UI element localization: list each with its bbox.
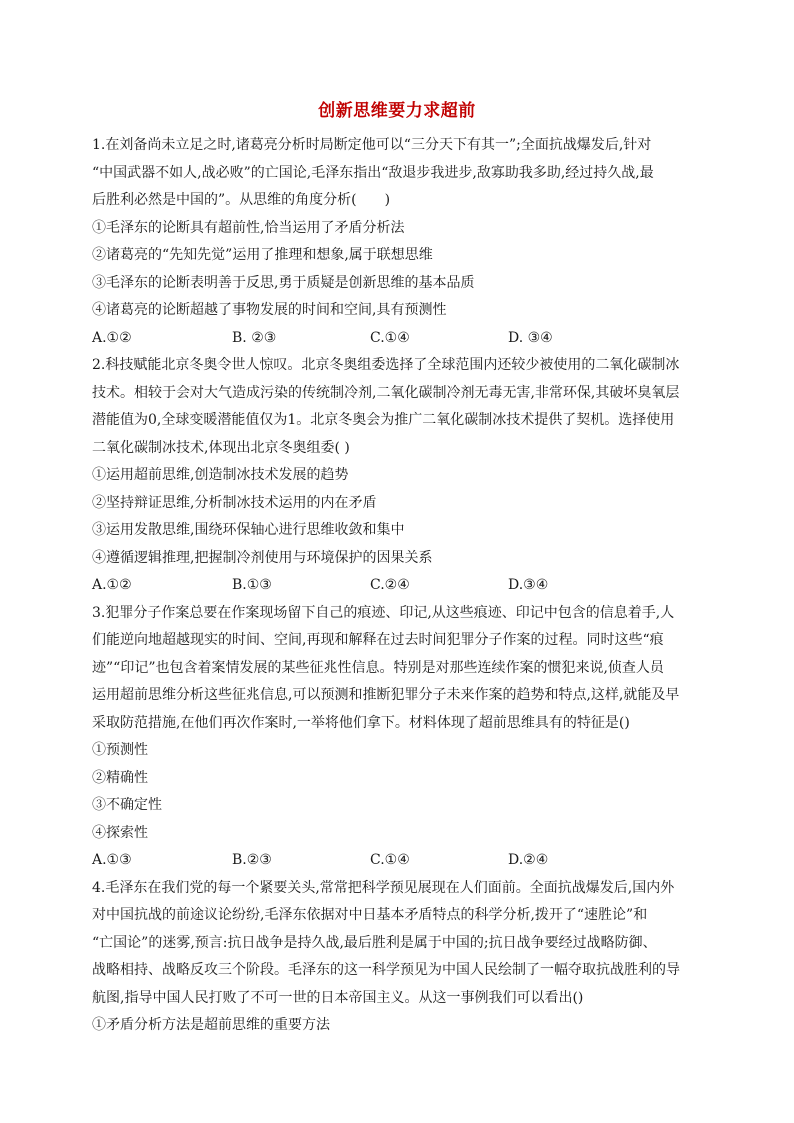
option-c: C.①④ xyxy=(370,329,410,346)
question-1 xyxy=(92,132,698,352)
option-a: A.①③ xyxy=(92,852,132,868)
answer-options xyxy=(92,325,698,353)
statement-item: ③运用发散思维,围绕环保轴心进行思维收敛和集中 xyxy=(92,522,405,538)
question-stem-line: “中国武器不如人,战必败”的亡国论,毛泽东指出“敌退步我进步,敌寡助我多助,经过持久战,最 xyxy=(92,164,654,181)
option-a: A.①② xyxy=(92,577,132,593)
option-b: B.②③ xyxy=(232,852,272,868)
option-d: D.③④ xyxy=(508,577,549,593)
statement-item: ①运用超前思维,创造制冰技术发展的趋势 xyxy=(92,467,349,483)
page-title: 创新思维要力求超前 xyxy=(318,101,476,121)
statement-item: ④探索性 xyxy=(92,824,148,841)
option-c: C.①④ xyxy=(370,852,410,868)
question-list xyxy=(92,132,698,1040)
statement-item: ①毛泽东的论断具有超前性,恰当运用了矛盾分析法 xyxy=(92,219,405,236)
option-a: A.①② xyxy=(92,329,132,346)
question-stem-line: 对中国抗战的前途议论纷纷,毛泽东依据对中日基本矛盾特点的科学分析,拨开了“速胜论”和 xyxy=(92,907,648,923)
option-d: D. ③④ xyxy=(508,329,553,346)
question-stem-line: 后胜利必然是中国的”。从思维的角度分析( ) xyxy=(92,192,391,208)
statement-item: ②诸葛亮的“先知先觉”运用了推理和想象,属于联想思维 xyxy=(92,247,433,263)
question-4 xyxy=(92,875,698,1040)
question-stem-line: 航图,指导中国人民打败了不可一世的日本帝国主义。从这一事例我们可以看出() xyxy=(92,989,584,1006)
statement-item: ①预测性 xyxy=(92,742,148,758)
option-b: B. ②③ xyxy=(232,329,277,346)
question-stem-line: 战略相持、战略反攻三个阶段。毛泽东的这一科学预见为中国人民绘制了一幅夺取抗战胜利的导 xyxy=(92,962,680,978)
option-d: D.②④ xyxy=(508,852,549,868)
question-stem-line: 潜能值为0,全球变暖潜能值仅为1。北京冬奥会为推广二氧化碳制冰技术提供了契机。选择使用 xyxy=(92,412,675,428)
option-c: C.②④ xyxy=(370,577,410,593)
statement-item: ②坚持辩证思维,分析制冰技术运用的内在矛盾 xyxy=(92,494,377,511)
answer-options xyxy=(92,847,698,875)
statement-item: ②精确性 xyxy=(92,769,148,786)
question-stem-line: 二氧化碳制冰技术,体现出北京冬奥组委( ) xyxy=(92,439,350,456)
statement-item: ④遵循逻辑推理,把握制冷剂使用与环境保护的因果关系 xyxy=(92,549,433,566)
question-stem-line: “亡国论”的迷雾,预言:抗日战争是持久战,最后胜利是属于中国的;抗日战争要经过战略防御、 xyxy=(92,934,657,951)
answer-options xyxy=(92,572,698,600)
question-2 xyxy=(92,352,698,600)
statement-item: ①矛盾分析方法是超前思维的重要方法 xyxy=(92,1017,330,1033)
question-stem-line: 技术。相较于会对大气造成污染的传统制冷剂,二氧化碳制冷剂无毒无害,非常环保,其破坏臭氧层 xyxy=(92,384,680,401)
question-stem-line: 们能逆向地超越现实的时间、空间,再现和解释在过去时间犯罪分子作案的过程。同时这些“痕 xyxy=(92,632,664,648)
question-stem-line: 运用超前思维分析这些征兆信息,可以预测和推断犯罪分子未来作案的趋势和特点,这样,就能及早 xyxy=(92,687,680,703)
statement-item: ③毛泽东的论断表明善于反思,勇于质疑是创新思维的基本品质 xyxy=(92,274,475,291)
question-stem-line: 迹”“印记”也包含着案情发展的某些征兆性信息。特别是对那些连续作案的惯犯来说,侦查人员 xyxy=(92,659,664,676)
question-stem-line: 采取防范措施,在他们再次作案时,一举将他们拿下。材料体现了超前思维具有的特征是() xyxy=(92,714,630,731)
statement-item: ③不确定性 xyxy=(92,797,162,813)
statement-item: ④诸葛亮的论断超越了事物发展的时间和空间,具有预测性 xyxy=(92,302,447,318)
question-stem-line: 3.犯罪分子作案总要在作案现场留下自己的痕迹、印记,从这些痕迹、印记中包含的信息着手,人 xyxy=(92,604,675,621)
question-stem-line: 4.毛泽东在我们党的每一个紧要关头,常常把科学预见展现在人们面前。全面抗战爆发后,国内外 xyxy=(92,879,675,896)
question-stem-line: 2.科技赋能北京冬奥令世人惊叹。北京冬奥组委选择了全球范围内还较少被使用的二氧化碳制冰 xyxy=(92,357,680,373)
question-stem-line: 1.在刘备尚未立足之时,诸葛亮分析时局断定他可以“三分天下有其一”;全面抗战爆发后,针对 xyxy=(92,137,652,153)
option-b: B.①③ xyxy=(232,577,272,593)
question-3 xyxy=(92,600,698,875)
